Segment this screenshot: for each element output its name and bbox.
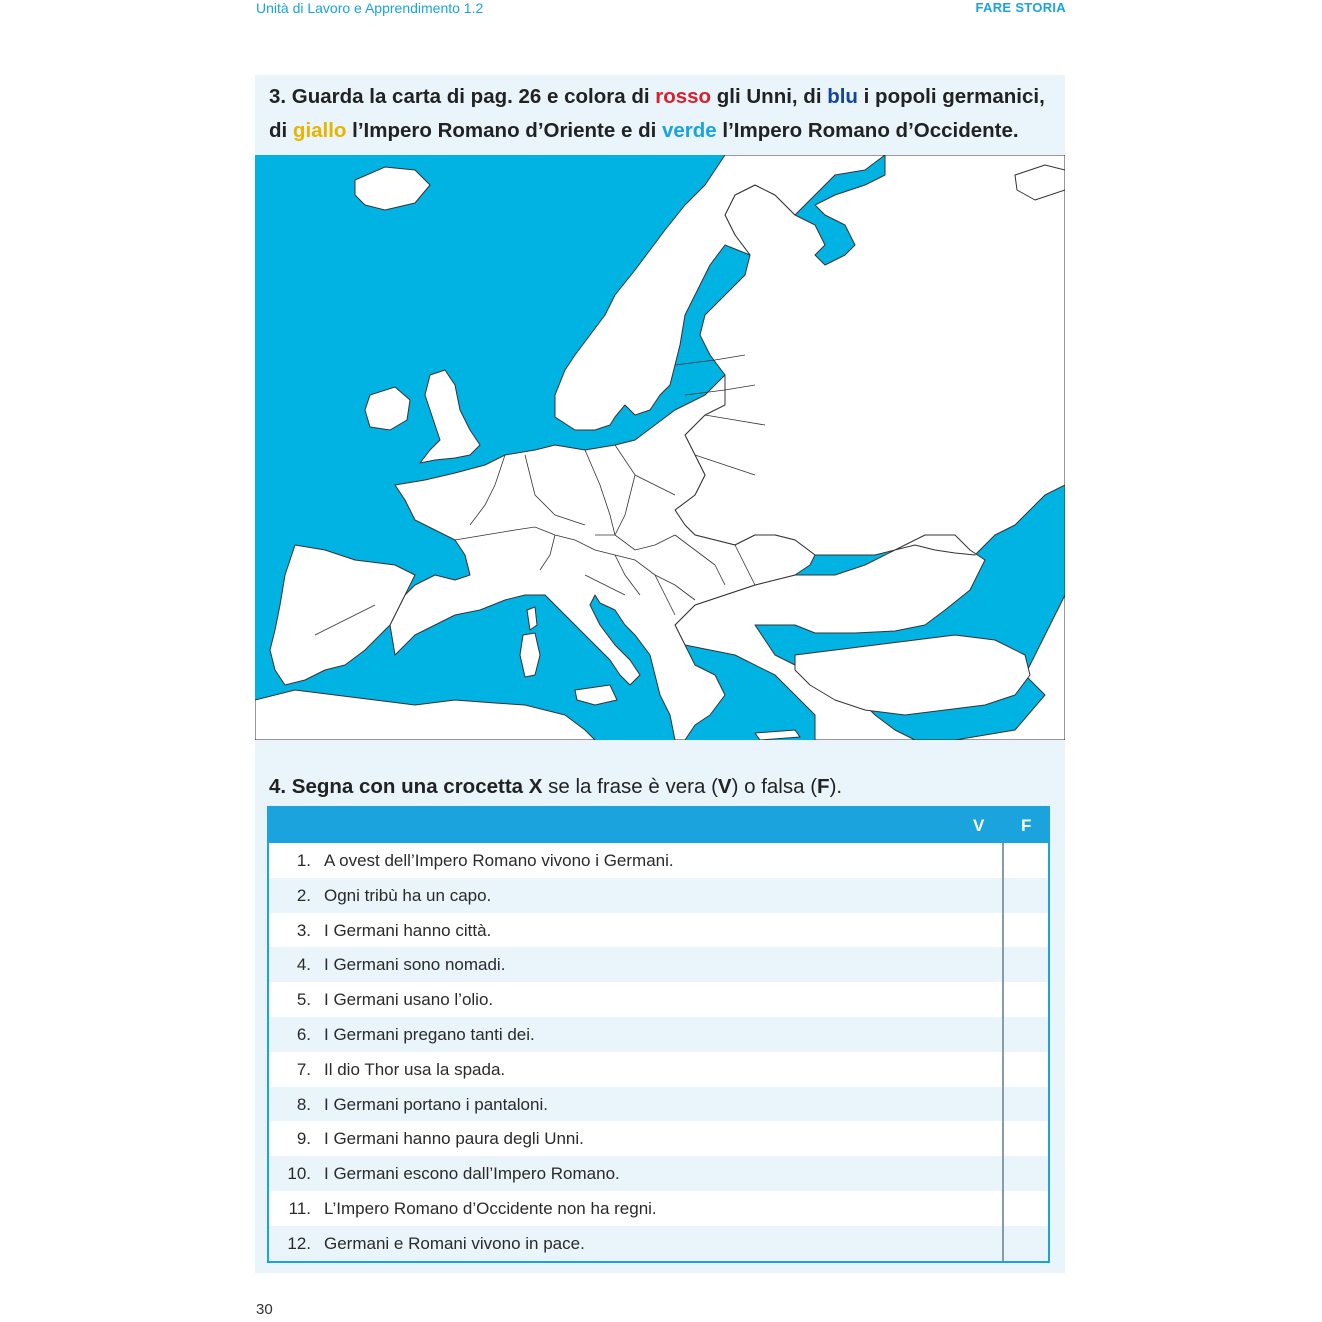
row-statement: I Germani usano l’olio.: [324, 990, 494, 1010]
table-row[interactable]: [269, 878, 1048, 913]
table-header: [269, 808, 1048, 843]
column-f-header: F: [1021, 816, 1032, 835]
exercise-4-box: [255, 740, 1065, 1273]
table-row[interactable]: [269, 843, 1048, 878]
true-false-table: [267, 806, 1050, 1263]
instruction-text: l’Impero Romano d’Occidente.: [716, 119, 1019, 142]
row-number: 1.: [296, 851, 311, 870]
instruction-text: 3. Guarda la carta di pag. 26 e colora di: [269, 85, 656, 108]
row-statement: L’Impero Romano d’Occidente non ha regni.: [324, 1198, 657, 1218]
table-row[interactable]: [269, 1052, 1048, 1087]
table-row[interactable]: [269, 982, 1048, 1017]
row-number: 9.: [296, 1129, 311, 1149]
exercise-3-box: [255, 75, 1065, 155]
table-row[interactable]: [269, 1191, 1048, 1226]
row-number: 11.: [288, 1198, 311, 1218]
instruction-text: ) o falsa (: [731, 775, 818, 798]
row-statement: I Germani hanno città.: [324, 920, 492, 940]
table-row[interactable]: [269, 1226, 1048, 1261]
row-number: 6.: [296, 1024, 311, 1044]
column-divider: [1002, 843, 1004, 1261]
table-row[interactable]: [269, 1121, 1048, 1156]
row-number: 2.: [296, 885, 311, 905]
table-body: [269, 843, 1048, 1261]
row-number: 8.: [296, 1094, 311, 1114]
row-statement: A ovest dell’Impero Romano vivono i Germani.: [324, 851, 674, 870]
table-row[interactable]: [269, 913, 1048, 948]
yellow-word: giallo: [292, 119, 347, 142]
instruction-text: i popoli germanici, di: [269, 85, 1045, 142]
row-statement: I Germani escono dall’Impero Romano.: [324, 1164, 620, 1184]
table-row[interactable]: [269, 1156, 1048, 1191]
row-statement: I Germani pregano tanti dei.: [324, 1024, 535, 1044]
row-statement: Ogni tribù ha un capo.: [324, 885, 492, 905]
instruction-text: se la frase è vera (: [542, 775, 718, 798]
table-row[interactable]: [269, 1017, 1048, 1052]
row-statement: Il dio Thor usa la spada.: [324, 1059, 506, 1079]
row-statement: I Germani hanno paura degli Unni.: [324, 1129, 584, 1149]
blue-word: blu: [827, 85, 858, 108]
f-mark: F: [817, 775, 830, 798]
instruction-text: l’Impero Romano d’Oriente e di: [346, 119, 662, 142]
x-mark: X: [528, 775, 543, 798]
europe-map-svg: [255, 155, 1065, 740]
table-row[interactable]: [269, 1087, 1048, 1122]
green-word: verde: [662, 119, 717, 142]
row-number: 5.: [296, 990, 311, 1010]
row-number: 10.: [287, 1164, 311, 1184]
exercise-4-instruction: [269, 775, 842, 799]
row-number: 4.: [296, 955, 311, 975]
page-number: 30: [256, 1301, 273, 1318]
table-row[interactable]: [269, 947, 1048, 982]
row-number: 3.: [296, 920, 311, 940]
exercise-3-instruction: [269, 80, 1059, 148]
v-mark: V: [717, 775, 732, 798]
instruction-text: gli Unni, di: [711, 85, 828, 108]
unit-title: Unità di Lavoro e Apprendimento 1.2: [256, 0, 484, 16]
column-v-header: V: [973, 816, 985, 835]
red-word: rosso: [655, 85, 712, 108]
section-title: FARE STORIA: [975, 0, 1066, 15]
row-number: 7.: [296, 1059, 311, 1079]
row-number: 12.: [287, 1233, 311, 1253]
instruction-text: ).: [829, 775, 843, 798]
row-statement: I Germani portano i pantaloni.: [324, 1094, 548, 1114]
row-statement: I Germani sono nomadi.: [324, 955, 506, 975]
instruction-text: 4. Segna con una crocetta: [269, 775, 529, 798]
row-statement: Germani e Romani vivono in pace.: [324, 1233, 585, 1253]
europe-map[interactable]: [255, 155, 1065, 740]
